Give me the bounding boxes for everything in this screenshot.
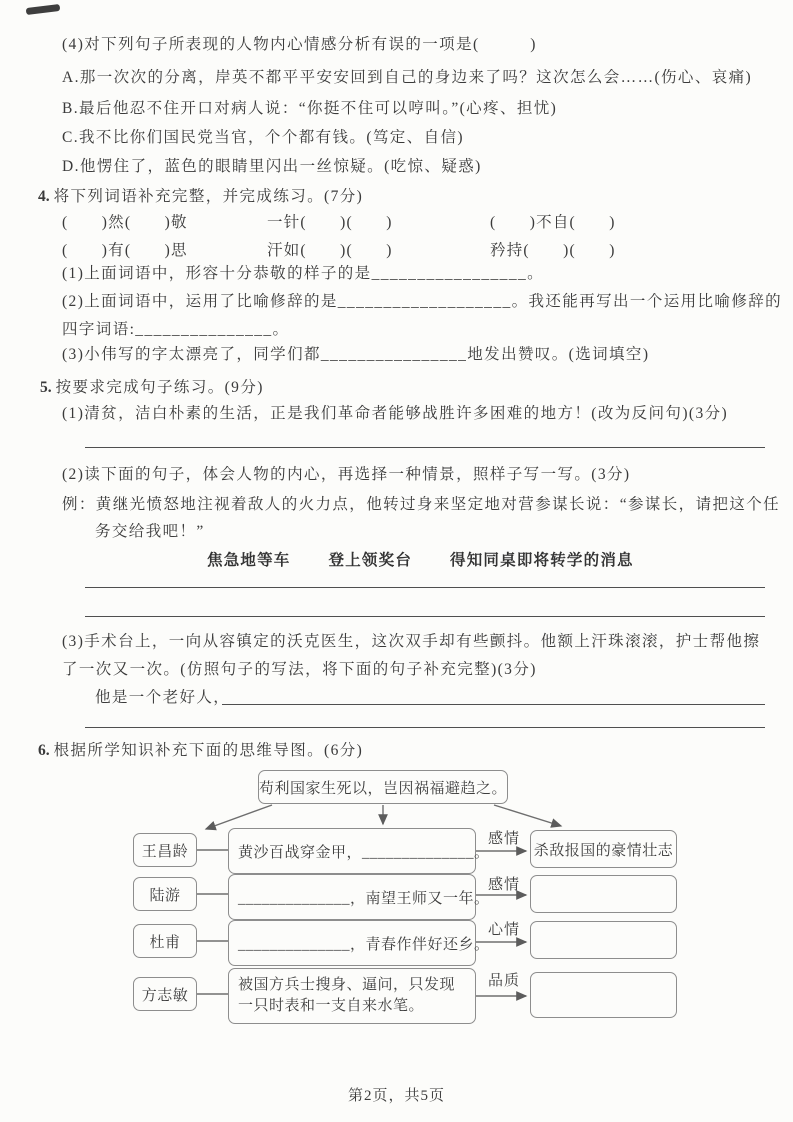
q5-sub3-starter: 他是一个老好人，: [95, 689, 231, 706]
q5-example-line2: 务交给我吧！”: [95, 523, 205, 540]
q6-title: 根据所学知识补充下面的思维导图。(6分): [53, 742, 364, 759]
q5-scene-options: [207, 548, 634, 570]
mindmap-verse-2: ______________，南望王师又一年。: [228, 874, 476, 920]
q4-number: 4.: [38, 188, 50, 205]
answer-line: [85, 587, 765, 588]
q4-sub3: (3)小伟写的字太漂亮了，同学们都________________地发出赞叹。(选词填空): [62, 346, 650, 363]
q4-word-row-1: [62, 210, 752, 232]
mindmap-poet-fangzhimin: 方志敏: [133, 977, 197, 1011]
word-blank-6: 矜持( )( ): [490, 242, 616, 259]
q3-option-b: B.最后他忍不住开口对病人说：“你挺不住可以哼叫。”(心疼、担忧): [62, 100, 558, 117]
mindmap-poet-wangchangling: 王昌龄: [133, 833, 197, 867]
answer-line: [222, 704, 765, 705]
q4-sub1: (1)上面词语中，形容十分恭敬的样子的是_________________。: [62, 265, 545, 282]
word-blank-5: 汗如( )( ): [267, 242, 393, 259]
q5-sub2: (2)读下面的句子，体会人物的内心，再选择一种情景，照样子写一写。(3分): [62, 466, 631, 483]
q5-sub3-line2: 了一次又一次。(仿照句子的写法，将下面的句子补充完整)(3分): [62, 661, 537, 678]
mindmap-verse-1: 黄沙百战穿金甲，______________。: [228, 828, 476, 874]
answer-line: [85, 616, 765, 617]
q4-title: 将下列词语补充完整，并完成练习。(7分): [53, 188, 364, 205]
mindmap-poet-dufu: 杜甫: [133, 924, 197, 958]
q4-heading: [38, 186, 363, 208]
mindmap-root-node: 苟利国家生死以，岂因祸福避趋之。: [258, 770, 508, 804]
word-blank-4: ( )有( )思: [62, 242, 188, 259]
scene-option-3: 得知同桌即将转学的消息: [450, 552, 634, 569]
q3-option-a: A.那一次次的分离，岸英不都平平安安回到自己的身边来了吗？这次怎么会……(伤心、哀痛): [62, 69, 753, 86]
q6-number: 6.: [38, 742, 50, 759]
page-number: 第2页，共5页: [347, 1088, 445, 1104]
mindmap-label-3: 心情: [488, 922, 521, 938]
q3-option-c: C.我不比你们国民党当官，个个都有钱。(笃定、自信): [62, 129, 464, 146]
word-blank-2: 一针( )( ): [267, 214, 393, 231]
mindmap-result-1: 杀敌报国的豪情壮志: [530, 830, 677, 868]
q5-example-line1: 例：黄继光愤怒地注视着敌人的火力点，他转过身来坚定地对营参谋长说：“参谋长，请把这个任: [62, 496, 781, 513]
q3-option-d: D.他愣住了，蓝色的眼睛里闪出一丝惊疑。(吃惊、疑惑): [62, 158, 482, 175]
q4-sub2-line1: (2)上面词语中，运用了比喻修辞的是___________________。我还能再写出一个运用比喻修辞的: [62, 293, 783, 310]
mindmap-result-4-empty: [530, 972, 677, 1018]
q3-sub4-stem: (4)对下列句子所表现的人物内心情感分析有误的一项是( ): [62, 36, 537, 53]
mindmap-label-4: 品质: [488, 973, 521, 989]
scene-option-2: 登上领奖台: [328, 552, 413, 569]
q5-heading: [40, 377, 264, 399]
q4-word-row-2: [62, 238, 752, 260]
mindmap-result-3-empty: [530, 921, 677, 959]
mindmap-label-1: 感情: [488, 831, 521, 847]
mindmap-label-2: 感情: [488, 877, 521, 893]
mindmap-result-2-empty: [530, 875, 677, 913]
q4-sub2-line2: 四字词语:_______________。: [62, 321, 290, 338]
mindmap-diagram: [0, 765, 793, 1055]
q5-sub3-line1: (3)手术台上，一向从容镇定的沃克医生，这次双手却有些颤抖。他额上汗珠滚滚，护士帮他擦: [62, 633, 761, 650]
answer-line: [85, 447, 765, 448]
scan-artifact: [26, 4, 61, 15]
mindmap-verse-3: ______________，青春作伴好还乡。: [228, 920, 476, 966]
word-blank-3: ( )不自( ): [490, 214, 616, 231]
mindmap-poet-luyou: 陆游: [133, 877, 197, 911]
q5-sub1: (1)清贫，洁白朴素的生活，正是我们革命者能够战胜许多困难的地方！(改为反问句)(3分): [62, 405, 729, 422]
scene-option-1: 焦急地等车: [207, 552, 291, 569]
answer-line: [85, 727, 765, 728]
mindmap-verse-4: 被国方兵士搜身、逼问，只发现一只时表和一支自来水笔。: [228, 968, 476, 1024]
q6-heading: [38, 740, 363, 762]
q5-title: 按要求完成句子练习。(9分): [55, 379, 264, 396]
q5-number: 5.: [40, 379, 52, 396]
word-blank-1: ( )然( )敬: [62, 214, 188, 231]
